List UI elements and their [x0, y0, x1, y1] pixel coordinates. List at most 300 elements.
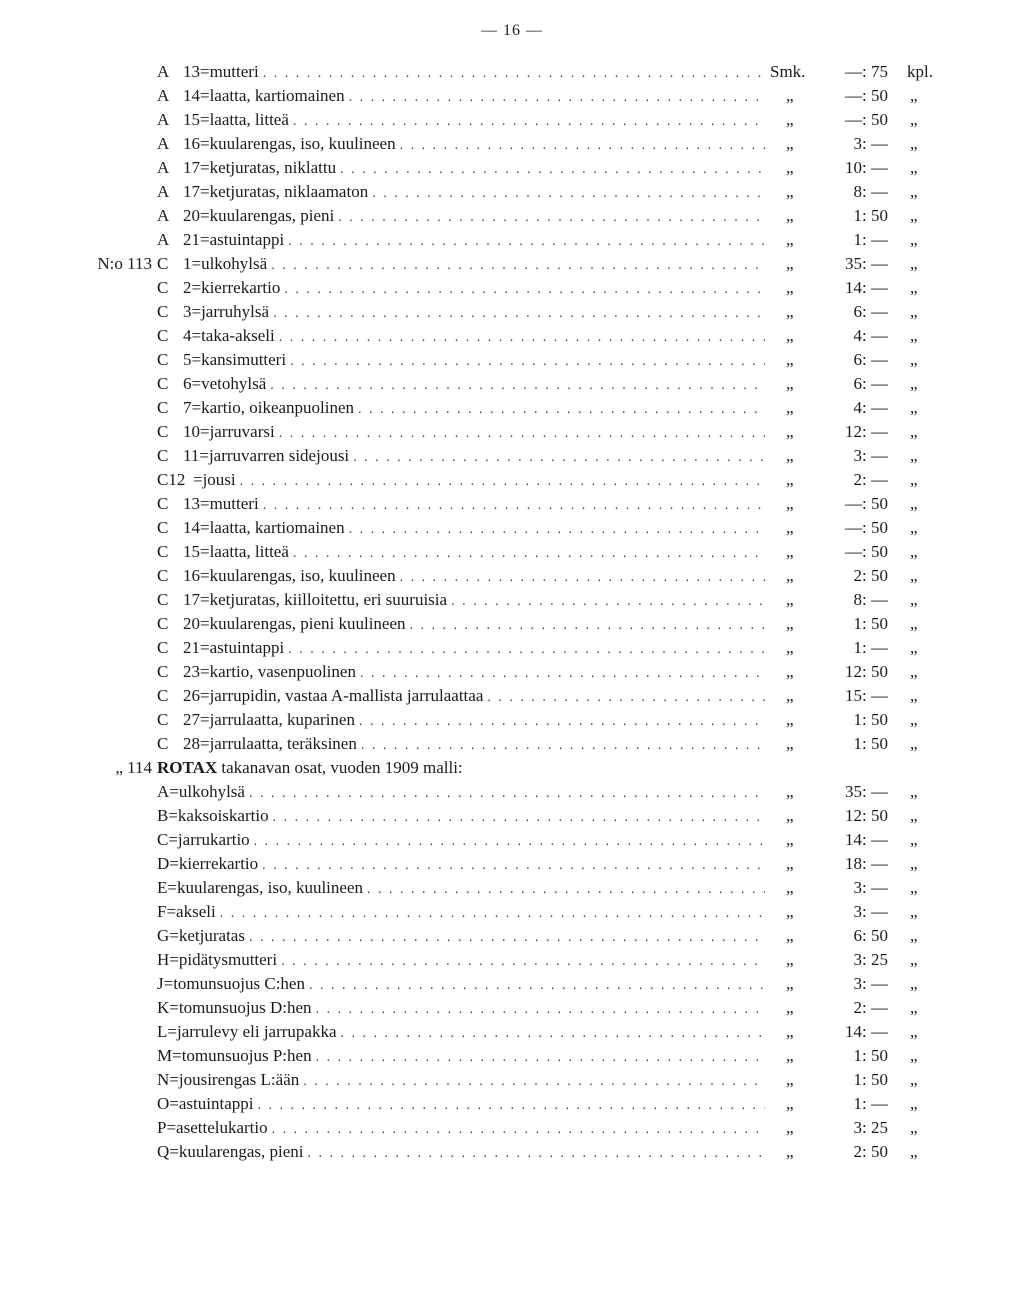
- part-code: A: [157, 182, 170, 201]
- currency-unit: „: [786, 254, 794, 273]
- price-value: 1: 50: [853, 734, 888, 753]
- part-description-cell: [183, 84, 765, 110]
- price-value: 12: —: [845, 422, 888, 441]
- dot-leader: [257, 1094, 765, 1118]
- quantity-unit: „: [910, 782, 918, 801]
- currency-unit: „: [786, 830, 794, 849]
- list-item: [0, 180, 1024, 204]
- part-description: 4=taka-akseli: [183, 326, 275, 345]
- list-item: [0, 708, 1024, 732]
- currency-unit: „: [786, 1022, 794, 1041]
- quantity-unit: „: [910, 446, 918, 465]
- price-value: 8: —: [853, 182, 888, 201]
- quantity-unit: „: [910, 182, 918, 201]
- part-description: M=tomunsuojus P:hen: [157, 1046, 312, 1065]
- part-description-cell: [157, 852, 765, 878]
- part-description: C=jarrukartio: [157, 830, 250, 849]
- quantity-unit: „: [910, 134, 918, 153]
- quantity-unit: „: [910, 830, 918, 849]
- part-description: 13=mutteri: [183, 494, 259, 513]
- part-description-cell: [183, 156, 765, 182]
- currency-unit: „: [786, 614, 794, 633]
- currency-unit: „: [786, 158, 794, 177]
- list-item: [0, 516, 1024, 540]
- part-description: D=kierrekartio: [157, 854, 259, 873]
- currency-unit: „: [786, 350, 794, 369]
- price-value: 15: —: [845, 686, 888, 705]
- currency-unit: „: [786, 326, 794, 345]
- dot-leader: [309, 974, 765, 998]
- currency-unit: „: [786, 230, 794, 249]
- quantity-unit: „: [910, 302, 918, 321]
- part-description-cell: [157, 972, 765, 998]
- price-value: 2: —: [853, 998, 888, 1017]
- list-item: [0, 396, 1024, 420]
- price-value: 35: —: [845, 254, 888, 273]
- quantity-unit: „: [910, 854, 918, 873]
- part-description: 7=kartio, oikeanpuolinen: [183, 398, 355, 417]
- price-value: 1: —: [853, 230, 888, 249]
- part-description-cell: [183, 324, 765, 350]
- quantity-unit: „: [910, 1094, 918, 1113]
- dot-leader: [240, 470, 765, 494]
- part-description-cell: [183, 180, 765, 206]
- list-item: [0, 1044, 1024, 1068]
- part-description: 20=kuularengas, pieni kuulineen: [183, 614, 406, 633]
- part-description: 5=kansimutteri: [183, 350, 287, 369]
- dot-leader: [361, 734, 765, 758]
- dot-leader: [293, 110, 765, 134]
- price-value: 4: —: [853, 326, 888, 345]
- price-value: —: 50: [845, 110, 888, 129]
- part-description-cell: [157, 1116, 765, 1142]
- currency-unit: „: [786, 182, 794, 201]
- part-description-cell: [183, 732, 765, 758]
- quantity-unit: „: [910, 1046, 918, 1065]
- quantity-unit: „: [910, 470, 918, 489]
- part-description: O=astuintappi: [157, 1094, 254, 1113]
- part-description-cell: [157, 900, 765, 926]
- part-description: E=kuularengas, iso, kuulineen: [157, 878, 363, 897]
- part-description-cell: [183, 708, 765, 734]
- price-value: 2: 50: [853, 566, 888, 585]
- price-value: 1: 50: [853, 1070, 888, 1089]
- dot-leader: [358, 398, 765, 422]
- list-item: [0, 276, 1024, 300]
- part-description-cell: [193, 468, 765, 494]
- part-description: 17=ketjuratas, niklaamaton: [183, 182, 369, 201]
- list-item: [0, 1116, 1024, 1140]
- part-code: C: [157, 710, 169, 729]
- price-value: 14: —: [845, 830, 888, 849]
- part-description-cell: [157, 876, 765, 902]
- dot-leader: [372, 182, 765, 206]
- price-value: 8: —: [853, 590, 888, 609]
- currency-unit: „: [786, 998, 794, 1017]
- quantity-unit: „: [910, 398, 918, 417]
- price-value: 4: —: [853, 398, 888, 417]
- price-value: 1: 50: [853, 614, 888, 633]
- part-description-cell: [183, 132, 765, 158]
- currency-unit: „: [786, 1118, 794, 1137]
- part-code: C: [157, 278, 169, 297]
- currency-unit: „: [786, 1070, 794, 1089]
- quantity-unit: „: [910, 902, 918, 921]
- quantity-unit: „: [910, 950, 918, 969]
- dot-leader: [359, 710, 765, 734]
- part-code: C: [157, 566, 169, 585]
- dot-leader: [290, 350, 765, 374]
- part-description: 15=laatta, litteä: [183, 542, 289, 561]
- part-description-cell: [183, 492, 765, 518]
- part-description-cell: [157, 924, 765, 950]
- part-description-cell: [183, 276, 765, 302]
- quantity-unit: „: [910, 566, 918, 585]
- part-code: A: [157, 86, 170, 105]
- dot-leader: [270, 374, 765, 398]
- currency-unit: Smk.: [770, 62, 806, 81]
- quantity-unit: „: [910, 1118, 918, 1137]
- currency-unit: „: [786, 710, 794, 729]
- list-item: [0, 636, 1024, 660]
- part-description: 14=laatta, kartiomainen: [183, 518, 345, 537]
- dot-leader: [249, 926, 765, 950]
- dot-leader: [400, 134, 765, 158]
- part-description: 20=kuularengas, pieni: [183, 206, 335, 225]
- part-code: C: [157, 302, 169, 321]
- quantity-unit: „: [910, 110, 918, 129]
- part-description-cell: [183, 420, 765, 446]
- part-code: A: [157, 62, 170, 81]
- part-description-cell: [183, 444, 765, 470]
- dot-leader: [338, 206, 765, 230]
- currency-unit: „: [786, 662, 794, 681]
- dot-leader: [451, 590, 765, 614]
- part-description-cell: [183, 588, 765, 614]
- price-value: 3: 25: [853, 1118, 888, 1137]
- list-item: [0, 540, 1024, 564]
- currency-unit: „: [786, 782, 794, 801]
- section-title: [157, 756, 463, 780]
- list-item: [0, 228, 1024, 252]
- dot-leader: [303, 1070, 765, 1094]
- price-value: 18: —: [845, 854, 888, 873]
- dot-leader: [340, 158, 765, 182]
- price-value: 6: —: [853, 350, 888, 369]
- list-item: [0, 828, 1024, 852]
- quantity-unit: „: [910, 926, 918, 945]
- price-value: 1: 50: [853, 710, 888, 729]
- quantity-unit: „: [910, 590, 918, 609]
- currency-unit: „: [786, 950, 794, 969]
- quantity-unit: „: [910, 422, 918, 441]
- dot-leader: [263, 494, 765, 518]
- part-description: N=jousirengas L:ään: [157, 1070, 300, 1089]
- part-description-cell: [183, 636, 765, 662]
- part-description: 27=jarrulaatta, kuparinen: [183, 710, 355, 729]
- price-value: —: 50: [845, 542, 888, 561]
- list-item: [0, 972, 1024, 996]
- part-code: C: [157, 398, 169, 417]
- part-description-cell: [183, 252, 765, 278]
- currency-unit: „: [786, 278, 794, 297]
- quantity-unit: „: [910, 1142, 918, 1161]
- price-list: [0, 60, 1024, 1164]
- price-value: 12: 50: [845, 662, 888, 681]
- part-description: L=jarrulevy eli jarrupakka: [157, 1022, 337, 1041]
- part-code: C: [157, 518, 169, 537]
- part-description: P=asettelukartio: [157, 1118, 268, 1137]
- quantity-unit: „: [910, 974, 918, 993]
- dot-leader: [288, 638, 765, 662]
- list-item: [0, 588, 1024, 612]
- part-code: C: [157, 326, 169, 345]
- part-code: A: [157, 206, 170, 225]
- model-number: „ 114: [115, 758, 152, 777]
- price-value: 1: —: [853, 1094, 888, 1113]
- part-description: 23=kartio, vasenpuolinen: [183, 662, 356, 681]
- price-value: 3: —: [853, 878, 888, 897]
- list-item: [0, 324, 1024, 348]
- part-description-cell: [157, 780, 765, 806]
- list-item: [0, 684, 1024, 708]
- quantity-unit: „: [910, 350, 918, 369]
- dot-leader: [341, 1022, 765, 1046]
- quantity-unit: „: [910, 230, 918, 249]
- part-description-cell: [157, 1044, 765, 1070]
- dot-leader: [360, 662, 765, 686]
- part-description-cell: [183, 516, 765, 542]
- part-description-cell: [157, 948, 765, 974]
- price-value: 6: —: [853, 374, 888, 393]
- part-description: 14=laatta, kartiomainen: [183, 86, 345, 105]
- part-description-cell: [157, 804, 765, 830]
- quantity-unit: „: [910, 998, 918, 1017]
- part-code: C: [157, 638, 169, 657]
- price-value: 6: 50: [853, 926, 888, 945]
- dot-leader: [349, 518, 765, 542]
- price-value: 1: 50: [853, 1046, 888, 1065]
- price-value: 3: 25: [853, 950, 888, 969]
- list-item: [0, 612, 1024, 636]
- currency-unit: „: [786, 374, 794, 393]
- list-item: [0, 252, 1024, 276]
- part-description: 16=kuularengas, iso, kuulineen: [183, 566, 396, 585]
- currency-unit: „: [786, 422, 794, 441]
- quantity-unit: kpl.: [907, 62, 933, 81]
- part-description-cell: [183, 612, 765, 638]
- currency-unit: „: [786, 470, 794, 489]
- part-description-cell: [157, 1068, 765, 1094]
- list-item: [0, 852, 1024, 876]
- currency-unit: „: [786, 302, 794, 321]
- part-description: K=tomunsuojus D:hen: [157, 998, 312, 1017]
- part-description: 13=mutteri: [183, 62, 259, 81]
- price-value: 35: —: [845, 782, 888, 801]
- list-item: [0, 876, 1024, 900]
- price-value: 3: —: [853, 134, 888, 153]
- part-description-cell: [183, 60, 765, 86]
- part-description: A=ulkohylsä: [157, 782, 245, 801]
- part-description: 17=ketjuratas, niklattu: [183, 158, 337, 177]
- quantity-unit: „: [910, 710, 918, 729]
- currency-unit: „: [786, 926, 794, 945]
- currency-unit: „: [786, 446, 794, 465]
- list-item: [0, 492, 1024, 516]
- dot-leader: [254, 830, 765, 854]
- part-code: C: [157, 734, 169, 753]
- currency-unit: „: [786, 590, 794, 609]
- currency-unit: „: [786, 878, 794, 897]
- price-value: 2: —: [853, 470, 888, 489]
- dot-leader: [279, 422, 765, 446]
- dot-leader: [293, 542, 765, 566]
- part-description: 17=ketjuratas, kiilloitettu, eri suuruisia: [183, 590, 448, 609]
- price-value: —: 50: [845, 494, 888, 513]
- currency-unit: „: [786, 542, 794, 561]
- quantity-unit: „: [910, 1022, 918, 1041]
- part-code: C: [157, 614, 169, 633]
- part-description-cell: [157, 1092, 765, 1118]
- list-item: [0, 348, 1024, 372]
- dot-leader: [263, 62, 765, 86]
- currency-unit: „: [786, 734, 794, 753]
- quantity-unit: „: [910, 878, 918, 897]
- quantity-unit: „: [910, 638, 918, 657]
- price-value: 6: —: [853, 302, 888, 321]
- part-description: 28=jarrulaatta, teräksinen: [183, 734, 357, 753]
- currency-unit: „: [786, 134, 794, 153]
- part-description: 15=laatta, litteä: [183, 110, 289, 129]
- part-description: G=ketjuratas: [157, 926, 245, 945]
- part-description-cell: [183, 228, 765, 254]
- currency-unit: „: [786, 566, 794, 585]
- dot-leader: [288, 230, 765, 254]
- section-text: takanavan osat, vuoden 1909 malli:: [221, 758, 463, 777]
- list-item: [0, 996, 1024, 1020]
- dot-leader: [249, 782, 765, 806]
- quantity-unit: „: [910, 734, 918, 753]
- list-item: [0, 204, 1024, 228]
- part-description-cell: [157, 1020, 765, 1046]
- part-description: 21=astuintappi: [183, 230, 285, 249]
- list-item: [0, 1140, 1024, 1164]
- quantity-unit: „: [910, 374, 918, 393]
- dot-leader: [284, 278, 765, 302]
- price-value: 12: 50: [845, 806, 888, 825]
- part-description-cell: [157, 1140, 765, 1166]
- part-description-cell: [183, 564, 765, 590]
- price-value: 14: —: [845, 1022, 888, 1041]
- currency-unit: „: [786, 974, 794, 993]
- dot-leader: [279, 326, 765, 350]
- part-description: 1=ulkohylsä: [183, 254, 268, 273]
- quantity-unit: „: [910, 1070, 918, 1089]
- list-item: [0, 420, 1024, 444]
- price-value: 3: —: [853, 974, 888, 993]
- dot-leader: [308, 1142, 766, 1166]
- currency-unit: „: [786, 110, 794, 129]
- list-item: [0, 732, 1024, 756]
- dot-leader: [410, 614, 765, 638]
- part-description: 3=jarruhylsä: [183, 302, 270, 321]
- quantity-unit: „: [910, 686, 918, 705]
- dot-leader: [316, 1046, 765, 1070]
- part-description: 26=jarrupidin, vastaa A-mallista jarrulaattaa: [183, 686, 484, 705]
- quantity-unit: „: [910, 518, 918, 537]
- price-value: 10: —: [845, 158, 888, 177]
- part-description: H=pidätysmutteri: [157, 950, 278, 969]
- list-item: [0, 1092, 1024, 1116]
- quantity-unit: „: [910, 614, 918, 633]
- dot-leader: [367, 878, 765, 902]
- part-code: A: [157, 158, 170, 177]
- quantity-unit: „: [910, 662, 918, 681]
- dot-leader: [400, 566, 765, 590]
- part-code: C12: [157, 470, 186, 489]
- part-description: Q=kuularengas, pieni: [157, 1142, 304, 1161]
- currency-unit: „: [786, 518, 794, 537]
- quantity-unit: „: [910, 86, 918, 105]
- part-description: F=akseli: [157, 902, 216, 921]
- part-code: C: [157, 494, 169, 513]
- list-item: [0, 132, 1024, 156]
- list-item: [0, 468, 1024, 492]
- price-value: 2: 50: [853, 1142, 888, 1161]
- part-description-cell: [183, 372, 765, 398]
- part-code: C: [157, 374, 169, 393]
- quantity-unit: „: [910, 278, 918, 297]
- currency-unit: „: [786, 494, 794, 513]
- currency-unit: „: [786, 854, 794, 873]
- part-description-cell: [157, 996, 765, 1022]
- price-value: —: 50: [845, 518, 888, 537]
- currency-unit: „: [786, 398, 794, 417]
- part-code: A: [157, 110, 170, 129]
- dot-leader: [281, 950, 765, 974]
- quantity-unit: „: [910, 326, 918, 345]
- price-value: —: 75: [845, 62, 888, 81]
- list-item: [0, 372, 1024, 396]
- part-code: C: [157, 542, 169, 561]
- list-item: [0, 660, 1024, 684]
- part-description-cell: [183, 108, 765, 134]
- quantity-unit: „: [910, 206, 918, 225]
- list-item: [0, 924, 1024, 948]
- list-item: [0, 804, 1024, 828]
- quantity-unit: „: [910, 494, 918, 513]
- price-value: —: 50: [845, 86, 888, 105]
- list-item: [0, 1020, 1024, 1044]
- quantity-unit: „: [910, 806, 918, 825]
- price-value: 3: —: [853, 902, 888, 921]
- dot-leader: [487, 686, 765, 710]
- dot-leader: [353, 446, 765, 470]
- part-code: C: [157, 662, 169, 681]
- price-value: 14: —: [845, 278, 888, 297]
- part-code: C: [157, 590, 169, 609]
- part-description: 11=jarruvarren sidejousi: [183, 446, 350, 465]
- part-description: 16=kuularengas, iso, kuulineen: [183, 134, 396, 153]
- currency-unit: „: [786, 86, 794, 105]
- currency-unit: „: [786, 1142, 794, 1161]
- page-number: — 16 —: [481, 22, 543, 39]
- dot-leader: [273, 806, 765, 830]
- model-number: N:o 113: [97, 254, 152, 273]
- part-code: C: [157, 686, 169, 705]
- list-item: [0, 60, 1024, 84]
- part-description-cell: [183, 684, 765, 710]
